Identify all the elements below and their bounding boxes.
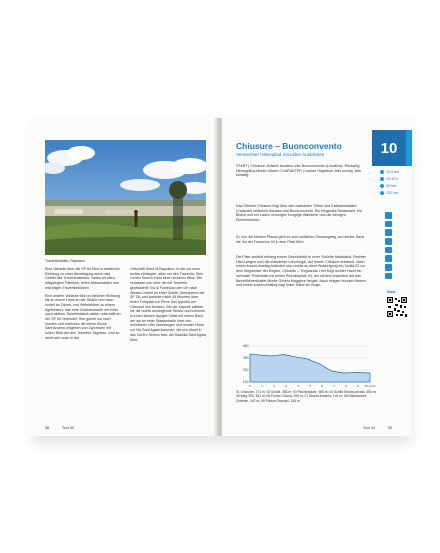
distance-tick-label: 10.2 km — [364, 384, 376, 388]
distance-tick-label: 7 — [333, 384, 335, 388]
distance-icon — [380, 170, 384, 174]
right-folio — [363, 426, 392, 430]
qr-code-icon[interactable] — [386, 296, 408, 318]
tour-label: Tour 09 — [61, 426, 74, 430]
distance-tick-label: 0 — [249, 384, 251, 388]
paragraph: Eine Variante über die SP 64 führt in westlicher Richtung zu einer Abzweigung durch das Gebiet des Travertinabbaus, vorbei an alten, stillgelegten Fabriken, tiefen Abbauhalden und mächtigen Travertinblöcken. — [45, 267, 120, 290]
route-paragraph-1: 01 Von der kleinen Piazza geht es zum südlichen Ortsausgang, wo rechter Hand die Via del Fornacino 02 in eine Piste führt. — [236, 235, 365, 244]
stat-ascent: 89 hm — [380, 184, 410, 188]
clock-icon — [380, 177, 384, 181]
route-paragraph-2: Die Piste verläuft entlang einem Getreidefeld in einer Schleife talabwärts. Rechter Hand zeigen sich die markanten Lehmhügel, auf denen Chiusure entstand. Nach einem kurzen Anstieg befinden sich rechts an einer Abzweigung ein Schild 03 vor dem Wegweiser der Region. Chiusdin – Treguanda. Hier folgt rechter Hand ein schmaler Pinienhain mit einem Picknickplatz 04, der schöne Ansichten auf das Benediktinerkloster Monte Oliveto Maggiore freigibt. Nach einigen hundert Metern und einem kurzen Anstieg folgt linker Hand ein einge- — [236, 255, 366, 288]
stat-duration: 03:15 h — [380, 177, 410, 181]
distance-tick-label: 3 — [285, 384, 287, 388]
open-book — [28, 118, 412, 436]
view-icon — [385, 247, 392, 254]
landscape-photo — [45, 140, 206, 255]
elevation-tick-label: 250 — [242, 368, 249, 373]
left-page — [28, 118, 218, 436]
distance-tick-label: 6 — [321, 384, 323, 388]
distance-tick-label: 1 — [261, 384, 263, 388]
tour-title: Chiusure – Buonconvento — [236, 141, 342, 151]
stat-descent: 122 hm — [380, 191, 410, 195]
elevation-tick-label: 150 — [242, 380, 249, 385]
shade-icon — [385, 255, 392, 262]
family-icon — [385, 229, 392, 236]
tour-number-box: 10 — [372, 130, 406, 166]
right-page — [222, 118, 412, 436]
elevation-tick-label: 350 — [242, 356, 249, 361]
page-number: 59 — [388, 426, 392, 430]
left-column-1 — [45, 267, 121, 344]
waypoint-legend: 01 Chiusure, 371 m; 02 Schild, 358 m; 03 Picknickplatz, 365 m; 04 Schild Strada privata, 354 m; 05 Weg 350, 351 m; 06 Fondo Chiusa, 206 m; 07 Strada Armena, 144 m; 08 Historisches Zentrum, 147 m; 09 Piazza Gramsci, 146 m — [236, 390, 377, 403]
distance-tick-label: 5 — [309, 384, 311, 388]
elevation-profile — [236, 340, 376, 390]
tour-label: Tour 10 — [363, 426, 375, 430]
distance-tick-label: 2 — [273, 384, 275, 388]
start-label: Start — [387, 290, 396, 294]
food-icon — [385, 238, 392, 245]
distance-tick-label: 8 — [345, 384, 347, 388]
season-icon — [385, 273, 392, 280]
culture-icon — [385, 264, 392, 271]
bus-icon — [385, 221, 392, 228]
descent-icon — [380, 191, 384, 195]
hiking-icon — [385, 212, 392, 219]
distance-tick-label: 9 — [357, 384, 359, 388]
distance-tick-label: 4 — [297, 384, 299, 388]
paragraph: Ortschaft Serre di Rapolano, in der wir nach rechts einbiegen, alles um den Travertin. Sein Centro Storico lohnt einen sicheren Blick. Wir verlassen nun über die mit Travertin gepflasterte Via di Fonteluco den Ort nach Westen vorbei an einer Quelle, überqueren die SP 26, und kommen nach 45 Minuten über einen Feldpfad zur Pieve San Ippolito am Ortsrand von Asciano. Bei der Kapelle wählen wir die rechts ansteigende Straße und kommen in einen kleinen lippigen Wald mit einem Bach, der wir an einer Staatsstraße über den rechtlichen Ufer übersteigen und rechter Hand zur Via Sant'Agata kommen, die uns direkt in das Centro Storico bzw. der Basilika Sant'Agata führt. — [130, 267, 206, 342]
elevation-tick-label: 450 — [242, 344, 249, 349]
paragraph: Eine andere Variante führt in östlicher Richtung bis zu einem Haus an der Straße und dann vorbei an Oliven- und Weinfeldern zu einem Agriturismo, das eine Zufahrtsstraße mit einer noch aktiven Travertinfabrik weiter unterhalb an der SP 64 verbindet. Hier gehen wir nach Norden und erreichen die kleine Kirche Sant'Andrea umgeben von Zypressen mit tollem Blick auf den Travertin-Tagebau. Und so dreht sich auch in der — [45, 293, 121, 340]
tour-intro: Das Örtchen Chiusure liegt über den markanten Triften und Kalksteinhalden (Calanchi) zwischen Asciano und Buonconvento. Ein elegantes Restaurant, ein Bistrot und ein Laden versorgen hungrige Wanderer und die wenigen Einheimischen. — [236, 204, 362, 223]
tour-subtitle: Versteckter Hirtenpfad mit tollen Ausblicken — [236, 152, 325, 157]
tour-info: START | Chiusure, Anfahrt: Asciano oder Buonconvento (Lokalbus). Rückweg: Hinweg/Bus-Monte Oliveto CHARAKTER | Leichte Hügeltour, teils sonnig, teils schattig — [236, 164, 361, 178]
feature-icons — [385, 212, 392, 282]
ascent-icon — [380, 184, 384, 188]
edge-tab — [406, 130, 412, 166]
left-column-2 — [130, 267, 206, 345]
tour-stats — [380, 170, 410, 198]
left-folio — [45, 426, 86, 430]
stat-distance: 10.2 km — [380, 170, 410, 174]
photo-caption: Travertinhalden, Rapolano — [45, 259, 85, 263]
page-number: 58 — [45, 426, 49, 430]
